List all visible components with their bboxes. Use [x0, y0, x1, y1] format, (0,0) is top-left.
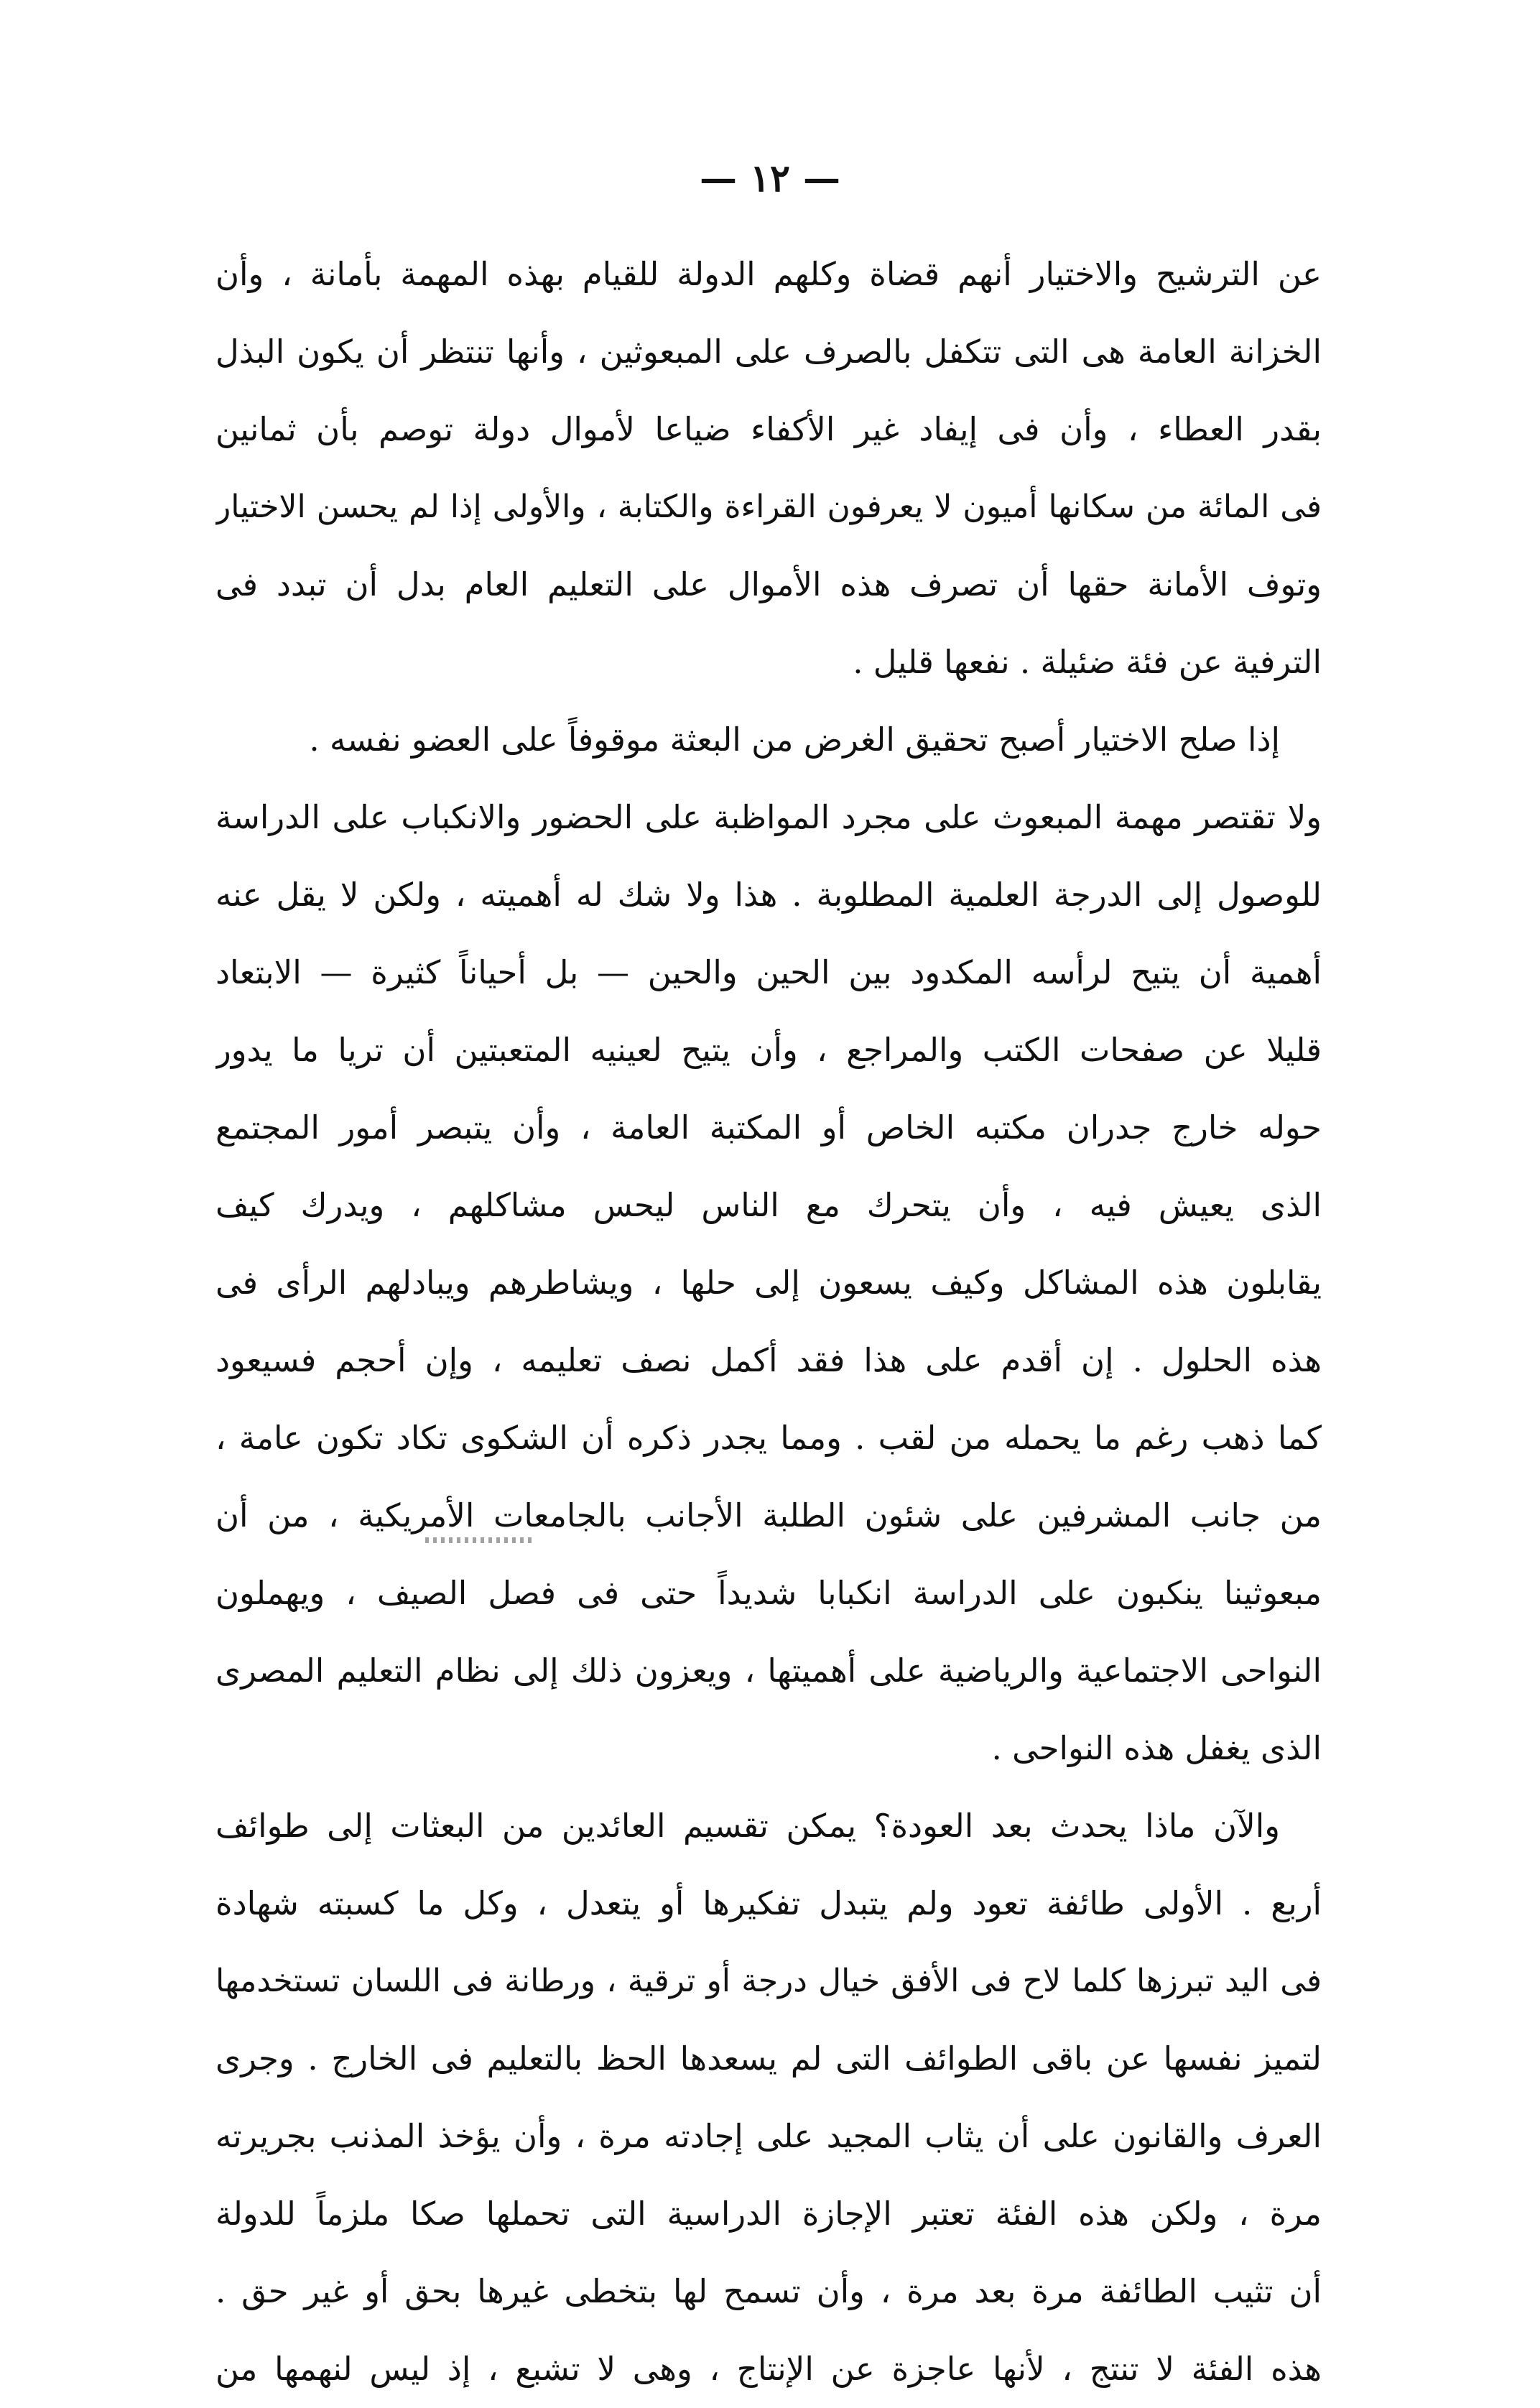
text-line: للوصول إلى الدرجة العلمية المطلوبة . هذا ولا شك له أهميته ، ولكن لا يقل عنه	[215, 876, 1322, 914]
text-line: يقابلون هذه المشاكل وكيف يسعون إلى حلها ، ويشاطرهم ويبادلهم الرأى فى	[215, 1264, 1322, 1302]
page-number: — ١٢ —	[699, 157, 841, 200]
text-line: كما ذهب رغم ما يحمله من لقب . ومما يجدر ذكره أن الشكوى تكاد تكون عامة ،	[215, 1419, 1322, 1457]
paragraph-first-line: إذا صلح الاختيار أصبح تحقيق الغرض من البعثة موقوفاً على العضو نفسه .	[309, 721, 1280, 759]
body-text	[215, 236, 1322, 2408]
text-line: مرة ، ولكن هذه الفئة تعتبر الإجازة الدراسية التى تحملها صكا ملزماً للدولة	[215, 2195, 1322, 2233]
text-line: أن تثيب الطائفة مرة بعد مرة ، وأن تسمح لها بتخطى غيرها بحق أو غير حق .	[215, 2272, 1322, 2310]
text-line: العرف والقانون على أن يثاب المجيد على إجادته مرة ، وأن يؤخذ المذنب بجريرته	[215, 2117, 1322, 2155]
text-line: مبعوثينا ينكبون على الدراسة انكبابا شديداً حتى فى فصل الصيف ، ويهملون	[215, 1574, 1322, 1612]
text-line: هذه الحلول . إن أقدم على هذا فقد أكمل نصف تعليمه ، وإن أحجم فسيعود	[215, 1341, 1322, 1379]
text-line: أهمية أن يتيح لرأسه المكدود بين الحين والحين — بل أحياناً كثيرة — الابتعاد	[215, 953, 1322, 991]
print-smudge	[425, 1537, 533, 1543]
text-line: وتوف الأمانة حقها أن تصرف هذه الأموال على التعليم العام بدل أن تبدد فى	[215, 565, 1322, 603]
paragraph-first-line: والآن ماذا يحدث بعد العودة؟ يمكن تقسيم العائدين من البعثات إلى طوائف	[215, 1807, 1280, 1845]
text-line: هذه الفئة لا تنتج ، لأنها عاجزة عن الإنتاج ، وهى لا تشبع ، إذ ليس لنهمها من	[215, 2350, 1322, 2388]
text-line: أربع . الأولى طائفة تعود ولم يتبدل تفكيرها أو يتعدل ، وكل ما كسبته شهادة	[215, 1884, 1322, 1922]
text-line: النواحى الاجتماعية والرياضية على أهميتها ، ويعزون ذلك إلى نظام التعليم المصرى	[215, 1652, 1322, 1690]
text-line: قليلا عن صفحات الكتب والمراجع ، وأن يتيح لعينيه المتعبتين أن تريا ما يدور	[215, 1031, 1322, 1069]
text-line: الذى يعيش فيه ، وأن يتحرك مع الناس ليحس مشاكلهم ، ويدرك كيف	[215, 1186, 1322, 1224]
text-line: الذى يغفل هذه النواحى .	[991, 1729, 1322, 1767]
text-line: بقدر العطاء ، وأن فى إيفاد غير الأكفاء ضياعا لأموال دولة توصم بأن ثمانين	[215, 410, 1322, 448]
text-line: ولا تقتصر مهمة المبعوث على مجرد المواظبة على الحضور والانكباب على الدراسة	[215, 798, 1322, 836]
text-line: الخزانة العامة هى التى تتكفل بالصرف على المبعوثين ، وأنها تنتظر أن يكون البذل	[215, 333, 1322, 371]
text-line: عن الترشيح والاختيار أنهم قضاة وكلهم الدولة للقيام بهذه المهمة بأمانة ، وأن	[215, 255, 1322, 293]
text-line: من جانب المشرفين على شئون الطلبة الأجانب بالجامعات الأمريكية ، من أن	[215, 1496, 1322, 1534]
text-line: فى المائة من سكانها أميون لا يعرفون القراءة والكتابة ، والأولى إذا لم يحسن الاختيار	[215, 488, 1322, 525]
text-line: الترفية عن فئة ضئيلة . نفعها قليل .	[853, 643, 1322, 681]
text-line: فى اليد تبرزها كلما لاح فى الأفق خيال درجة أو ترقية ، ورطانة فى اللسان تستخدمها	[215, 1963, 1322, 1999]
text-line: حوله خارج جدران مكتبه الخاص أو المكتبة العامة ، وأن يتبصر أمور المجتمع	[215, 1108, 1322, 1147]
text-line: لتميز نفسها عن باقى الطوائف التى لم يسعدها الحظ بالتعليم فى الخارج . وجرى	[215, 2039, 1322, 2078]
